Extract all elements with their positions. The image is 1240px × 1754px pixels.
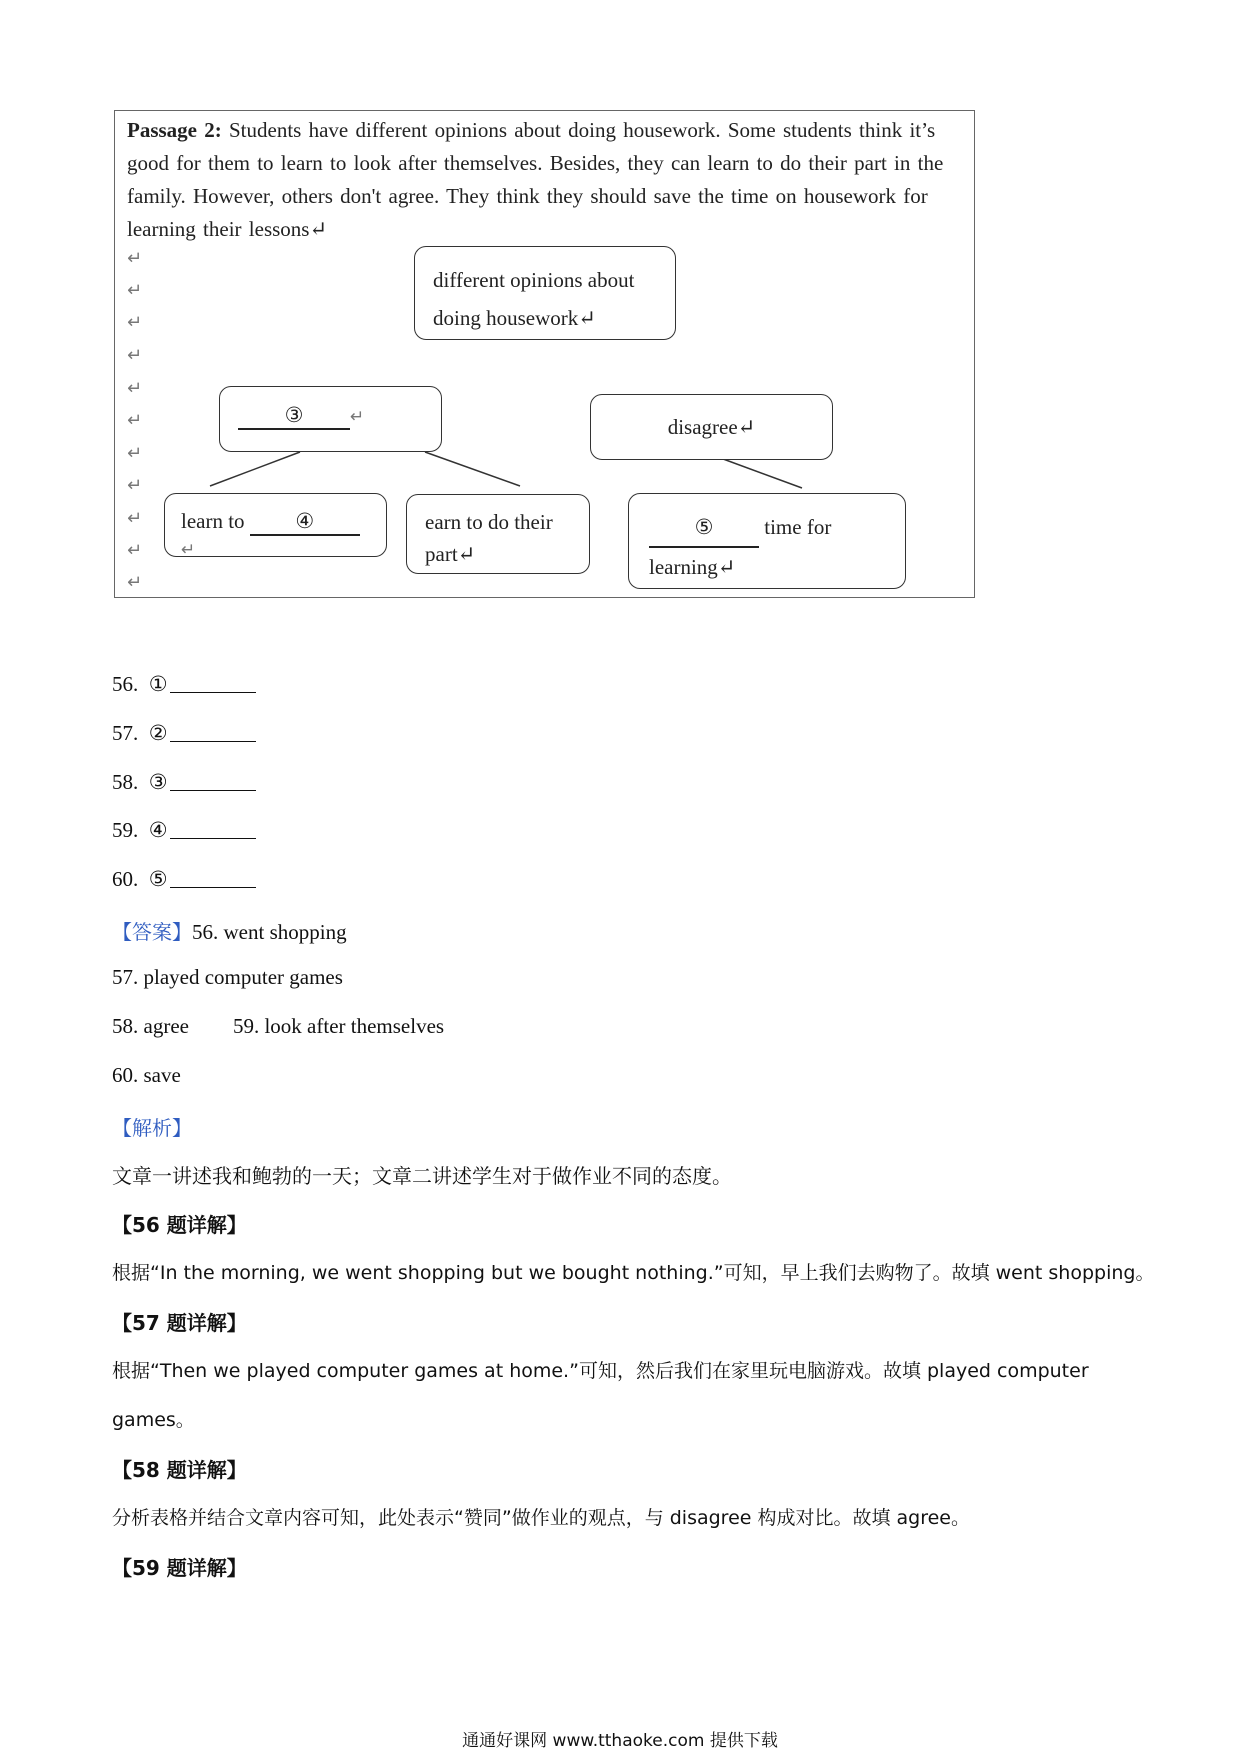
return-mark-icon: ↵: [127, 475, 143, 496]
leaf-learn-to-prefix: learn to: [181, 509, 245, 533]
detail-58: 分析表格并结合文章内容可知，此处表示“赞同”做作业的观点，与 disagree 构成对比。故填 agree。: [112, 1507, 970, 1529]
return-mark-icon: ↵: [127, 280, 143, 301]
answer-57: 57. played computer games: [112, 965, 343, 989]
answer-blank[interactable]: [170, 723, 256, 742]
question-number: 56.: [112, 672, 139, 696]
return-mark-icon: ↵: [127, 312, 143, 333]
question-mark: ③: [148, 770, 168, 794]
passage-label: Passage 2:: [127, 118, 222, 142]
answer-58: 58. agree: [112, 1014, 189, 1038]
heading-59: 【59 题详解】: [112, 1556, 247, 1580]
answer-56: 56. went shopping: [192, 920, 347, 944]
question-number: 58.: [112, 770, 139, 794]
connector-line: [425, 452, 520, 486]
detail-57-line2: games。: [112, 1409, 195, 1431]
answer-line-1: [112, 916, 347, 945]
detail-56: 根据“In the morning, we went shopping but we bought nothing.”可知，早上我们去购物了。故填 went shopping。: [112, 1262, 1155, 1284]
return-mark-icon: ↵: [127, 410, 143, 431]
question-mark: ⑤: [148, 867, 168, 891]
root-node-text: different opinions about doing housework↵: [433, 268, 635, 330]
heading-58: 【58 题详解】: [112, 1458, 247, 1482]
blank-3: ③: [238, 403, 350, 430]
question-58: [112, 770, 256, 795]
question-number: 60.: [112, 867, 139, 891]
return-mark-icon: ↵: [127, 378, 143, 399]
blank-5: ⑤: [649, 508, 759, 548]
analysis-summary: 文章一讲述我和鲍勃的一天；文章二讲述学生对于做作业不同的态度。: [112, 1164, 732, 1188]
question-number: 59.: [112, 818, 139, 842]
blank-4: ④: [250, 509, 360, 536]
answer-blank[interactable]: [170, 772, 256, 791]
passage-body: Students have different opinions about doing housework. Some students think it’s good for them to learn to look after themselves. Besides, they can learn to do their part in the family. However, others don't agree. They think they should save the time on housework for learning their lessons↵: [127, 118, 944, 241]
connector-line: [715, 456, 802, 488]
page-footer: 通通好课网 www.tthaoke.com 提供下载: [462, 1731, 778, 1751]
question-mark: ②: [148, 721, 168, 745]
return-mark-icon: ↵: [181, 540, 196, 560]
answer-60: 60. save: [112, 1063, 181, 1087]
question-mark: ①: [148, 672, 168, 696]
answer-blank[interactable]: [170, 869, 256, 888]
question-60: [112, 867, 256, 892]
question-number: 57.: [112, 721, 139, 745]
return-mark-icon: ↵: [127, 248, 143, 269]
connector-line: [210, 452, 300, 486]
heading-57: 【57 题详解】: [112, 1311, 247, 1335]
answer-blank[interactable]: [170, 820, 256, 839]
return-mark-icon: ↵: [350, 407, 365, 427]
question-56: [112, 672, 256, 697]
analysis-label: 【解析】: [112, 1116, 192, 1140]
diagram-root-node: [414, 246, 676, 340]
leaf-save-time-text: time for learning↵: [649, 515, 832, 579]
return-mark-icon: ↵: [127, 508, 143, 529]
diagram-leaf-save-time: [628, 493, 906, 589]
heading-56: 【56 题详解】: [112, 1213, 247, 1237]
answer-line-3: [112, 1014, 444, 1039]
question-mark: ④: [148, 818, 168, 842]
return-mark-icon: ↵: [127, 572, 143, 593]
diagram-leaf-learn-to: [164, 493, 387, 560]
question-57: [112, 721, 256, 746]
leaf-do-part-text: earn to do their part↵: [425, 510, 553, 566]
answer-59: 59. look after themselves: [232, 1014, 445, 1038]
diagram-leaf-do-part: [406, 494, 590, 574]
diagram-disagree-node: [590, 394, 833, 460]
detail-57-line1: 根据“Then we played computer games at home.”可知，然后我们在家里玩电脑游戏。故填 played computer: [112, 1360, 1089, 1382]
return-mark-icon: ↵: [127, 345, 143, 366]
question-59: [112, 818, 256, 843]
return-mark-icon: ↵: [127, 540, 143, 561]
answer-label: 【答案】: [112, 920, 192, 944]
answer-blank[interactable]: [170, 674, 256, 693]
diagram-agree-node: [219, 386, 442, 452]
disagree-label: disagree↵: [667, 415, 756, 439]
return-mark-icon: ↵: [127, 443, 143, 464]
